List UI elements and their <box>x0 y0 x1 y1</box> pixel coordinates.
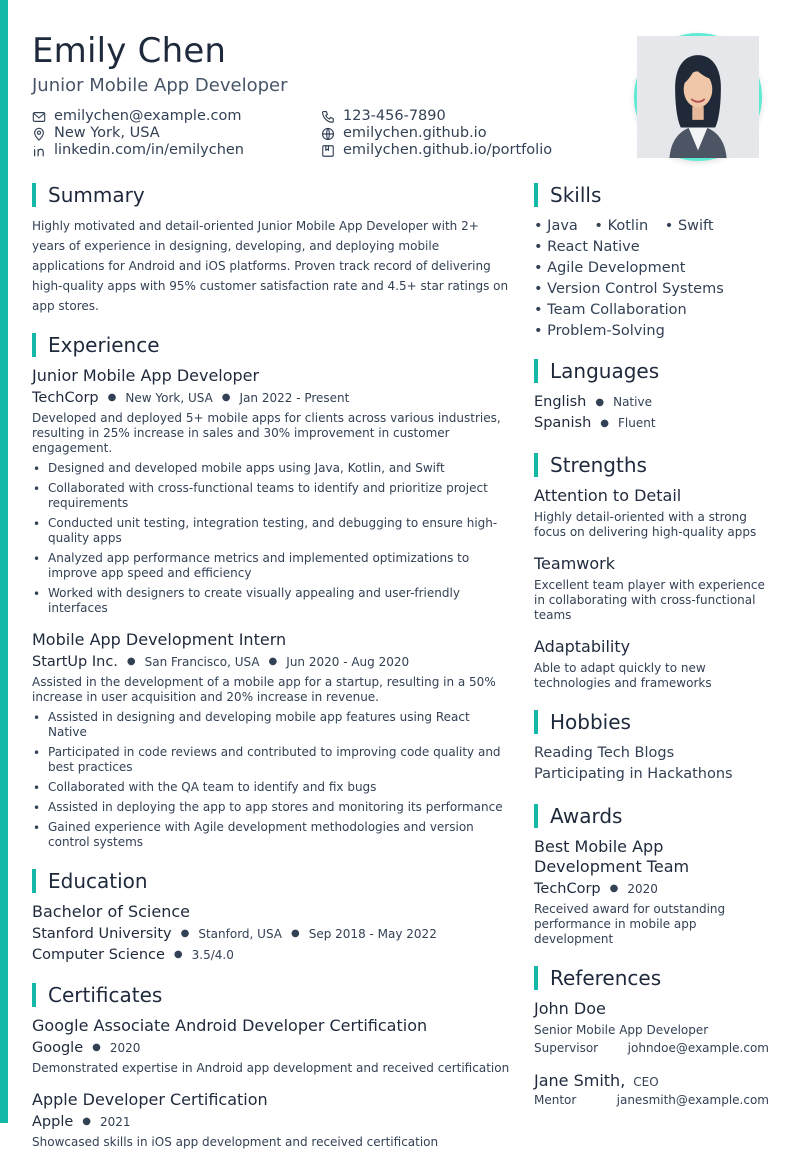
reference-name: Jane Smith, <box>534 1071 626 1090</box>
portfolio-icon <box>321 144 335 158</box>
list-item: • Collaborated with cross-functional teams to identify and prioritize project requirements <box>32 481 510 511</box>
reference-contact-row <box>534 1091 769 1109</box>
candidate-title: Junior Mobile App Developer <box>32 75 288 96</box>
avatar-illustration <box>637 36 759 158</box>
map-pin-icon <box>32 127 46 141</box>
language-item <box>534 392 769 413</box>
skill-label: Kotlin <box>607 218 649 234</box>
strength-item <box>534 486 769 540</box>
award-title: Best Mobile App Development Team <box>534 837 690 876</box>
job-location: San Francisco, USA <box>144 655 260 669</box>
award-org: TechCorp <box>534 881 601 897</box>
experience-heading <box>32 332 510 358</box>
reference-item <box>534 1071 769 1109</box>
contact-location <box>32 125 160 142</box>
job-entry <box>32 366 510 616</box>
awards-title: Awards <box>550 804 623 828</box>
heading-accent <box>534 804 538 828</box>
job-description: Developed and deployed 5+ mobile apps for clients across various industries, resulting in 25% increase in sales and 30% improvement in customer engagement. <box>32 411 501 455</box>
hobby-item: Reading Tech Blogs <box>534 745 675 761</box>
skills-row <box>534 216 769 237</box>
left-column <box>32 182 510 1150</box>
strength-item <box>534 637 769 691</box>
summary-section <box>32 182 510 316</box>
job-title: Mobile App Development Intern <box>32 630 287 649</box>
languages-section <box>534 358 769 434</box>
language-name: Spanish <box>534 415 592 431</box>
portfolio-text: emilychen.github.io/portfolio <box>343 142 553 158</box>
skill-label: Swift <box>677 218 714 234</box>
contact-portfolio[interactable] <box>321 142 552 159</box>
skill-item: • Kotlin <box>594 218 649 234</box>
list-item: • Participated in code reviews and contributed to improving code quality and best practices <box>32 745 510 775</box>
hobby-item: Participating in Hackathons <box>534 766 733 782</box>
skills-section <box>534 182 769 342</box>
list-item: • Collaborated with the QA team to identify and fix bugs <box>32 780 510 795</box>
certificate-description: Demonstrated expertise in Android app development and received certification <box>32 1061 510 1075</box>
education-meta <box>32 925 510 943</box>
reference-name: John Doe <box>534 999 606 1018</box>
list-item: • Designed and developed mobile apps using Java, Kotlin, and Swift <box>32 461 510 476</box>
hobbies-section <box>534 709 769 785</box>
language-level: Fluent <box>618 416 656 430</box>
separator-dot: ● <box>291 928 300 939</box>
award-year: 2020 <box>627 882 658 896</box>
strength-description: Highly detail-oriented with a strong focus on delivering high-quality apps <box>534 510 757 539</box>
education-section <box>32 868 510 964</box>
heading-accent <box>534 183 538 207</box>
heading-accent <box>32 333 36 357</box>
job-meta <box>32 389 510 407</box>
certificate-issuer: Apple <box>32 1114 74 1130</box>
skill-label: Version Control Systems <box>547 281 724 297</box>
contact-phone[interactable] <box>321 108 446 125</box>
summary-text: Highly motivated and detail-oriented Junior Mobile App Developer with 2+ years of experience in designing, developing, and deploying mobile applications for Android and iOS platforms. Proven track record of delivering high-quality apps with 95% customer satisfaction rate and 4.5+ star ratings on app stores. <box>32 219 509 313</box>
separator-dot: ● <box>126 656 136 667</box>
skill-item: • Agile Development <box>534 260 686 276</box>
skill-label: Agile Development <box>547 260 686 276</box>
certificates-section <box>32 982 510 1150</box>
contact-website[interactable] <box>321 125 487 142</box>
gpa: 3.5/4.0 <box>191 948 234 962</box>
job-description: Assisted in the development of a mobile app for a startup, resulting in a 50% increase in user acquisition and 20% increase in revenue. <box>32 675 496 704</box>
languages-heading <box>534 358 769 384</box>
separator-dot: ● <box>268 656 278 667</box>
certificate-year: 2021 <box>100 1115 131 1129</box>
resume-header <box>32 30 632 98</box>
strength-title: Teamwork <box>534 554 616 573</box>
awards-heading <box>534 803 769 829</box>
award-meta <box>534 880 769 898</box>
list-item: • Assisted in designing and developing mobile app features using React Native <box>32 710 510 740</box>
hobbies-title: Hobbies <box>550 710 631 734</box>
strength-description: Able to adapt quickly to new technologies and frameworks <box>534 661 712 690</box>
phone-icon <box>321 110 335 124</box>
school-location: Stanford, USA <box>198 927 282 941</box>
skill-item: • Team Collaboration <box>534 302 687 318</box>
heading-accent <box>534 966 538 990</box>
job-bullets <box>32 710 510 850</box>
strengths-title: Strengths <box>550 453 647 477</box>
right-column <box>534 182 769 1109</box>
references-heading <box>534 965 769 991</box>
strengths-heading <box>534 452 769 478</box>
list-item: • Analyzed app performance metrics and implemented optimizations to improve app speed and efficiency <box>32 551 510 581</box>
linkedin-text: linkedin.com/in/emilychen <box>54 142 244 158</box>
certificate-year: 2020 <box>109 1041 141 1055</box>
accent-bar <box>0 0 8 1123</box>
award-description: Received award for outstanding performance in mobile app development <box>534 902 726 946</box>
heading-accent <box>534 453 538 477</box>
language-name: English <box>534 394 587 410</box>
separator-dot: ● <box>221 392 231 403</box>
reference-relation: Mentor <box>534 1093 577 1107</box>
reference-contact-row <box>534 1039 769 1057</box>
certificate-title: Google Associate Android Developer Certification <box>32 1016 428 1035</box>
certificate-title: Apple Developer Certification <box>32 1090 268 1109</box>
list-item: • Worked with designers to create visually appealing and user-friendly interfaces <box>32 586 510 616</box>
certificate-entry <box>32 1090 510 1150</box>
email-text: emilychen@example.com <box>54 108 242 124</box>
skill-label: React Native <box>547 239 640 255</box>
school: Stanford University <box>32 926 172 942</box>
website-text: emilychen.github.io <box>343 125 487 141</box>
job-meta <box>32 653 510 671</box>
education-heading <box>32 868 510 894</box>
references-section <box>534 965 769 1109</box>
certificate-meta <box>32 1039 510 1057</box>
field-of-study: Computer Science <box>32 947 165 963</box>
contact-linkedin[interactable] <box>32 142 244 159</box>
skills-heading <box>534 182 769 208</box>
strength-title: Adaptability <box>534 637 631 656</box>
reference-item <box>534 999 769 1057</box>
globe-icon <box>321 127 335 141</box>
reference-title: Senior Mobile App Developer <box>534 1023 709 1037</box>
job-entry <box>32 630 510 850</box>
list-item: • Assisted in deploying the app to app stores and monitoring its performance <box>32 800 510 815</box>
separator-dot: ● <box>82 1116 92 1127</box>
certificate-meta <box>32 1113 510 1131</box>
job-dates: Jun 2020 - Aug 2020 <box>286 655 410 669</box>
phone-text: 123-456-7890 <box>343 108 446 124</box>
job-bullets <box>32 461 510 616</box>
certificate-entry <box>32 1016 510 1076</box>
heading-accent <box>32 983 36 1007</box>
job-title: Junior Mobile App Developer <box>32 366 260 385</box>
heading-accent <box>32 869 36 893</box>
list-item: • Conducted unit testing, integration testing, and debugging to ensure high-quality apps <box>32 516 510 546</box>
mail-icon <box>32 110 46 124</box>
certificates-heading <box>32 982 510 1008</box>
language-item <box>534 413 769 434</box>
skill-label: Java <box>547 218 578 234</box>
certificate-description: Showcased skills in iOS app development and received certification <box>32 1135 439 1149</box>
reference-title: CEO <box>633 1075 659 1089</box>
list-item: • Gained experience with Agile development methodologies and version control systems <box>32 820 510 850</box>
job-dates: Jan 2022 - Present <box>239 391 350 405</box>
summary-heading <box>32 182 510 208</box>
skill-label: Team Collaboration <box>547 302 687 318</box>
reference-relation: Supervisor <box>534 1041 599 1055</box>
reference-email[interactable]: johndoe@example.com <box>627 1041 769 1055</box>
strength-item <box>534 554 769 623</box>
job-company: TechCorp <box>32 390 99 406</box>
heading-accent <box>534 710 538 734</box>
job-location: New York, USA <box>125 391 213 405</box>
separator-dot: ● <box>92 1042 101 1053</box>
separator-dot: ● <box>609 883 619 894</box>
references-title: References <box>550 966 662 990</box>
separator-dot: ● <box>107 392 117 403</box>
separator-dot: ● <box>180 928 190 939</box>
skills-title: Skills <box>550 183 602 207</box>
skill-item: • Problem-Solving <box>534 323 665 339</box>
language-level: Native <box>613 395 652 409</box>
skill-item: • React Native <box>534 239 640 255</box>
experience-title: Experience <box>48 333 160 357</box>
skill-item: • Version Control Systems <box>534 281 724 297</box>
experience-section <box>32 332 510 850</box>
heading-accent <box>32 183 36 207</box>
profile-photo <box>634 33 762 161</box>
skill-item: • Java <box>534 218 578 234</box>
separator-dot: ● <box>595 397 605 408</box>
certificates-title: Certificates <box>48 983 163 1007</box>
skill-item: • Swift <box>664 218 714 234</box>
education-title: Education <box>48 869 148 893</box>
strength-title: Attention to Detail <box>534 486 682 505</box>
reference-email[interactable]: janesmith@example.com <box>616 1093 769 1107</box>
strength-description: Excellent team player with experience in collaborating with cross-functional teams <box>534 578 765 622</box>
location-text: New York, USA <box>54 125 160 141</box>
job-company: StartUp Inc. <box>32 654 118 670</box>
certificate-issuer: Google <box>32 1040 84 1056</box>
education-field-row <box>32 946 510 964</box>
linkedin-icon <box>32 144 46 158</box>
separator-dot: ● <box>600 418 609 429</box>
skill-label: Problem-Solving <box>547 323 665 339</box>
summary-title: Summary <box>48 183 145 207</box>
languages-title: Languages <box>550 359 660 383</box>
candidate-name: Emily Chen <box>32 31 227 71</box>
hobbies-heading <box>534 709 769 735</box>
education-dates: Sep 2018 - May 2022 <box>308 927 437 941</box>
separator-dot: ● <box>173 949 183 960</box>
strengths-section <box>534 452 769 691</box>
degree: Bachelor of Science <box>32 902 190 921</box>
heading-accent <box>534 359 538 383</box>
reference-name-row <box>534 1071 769 1091</box>
awards-section <box>534 803 769 947</box>
contact-email[interactable] <box>32 108 241 125</box>
